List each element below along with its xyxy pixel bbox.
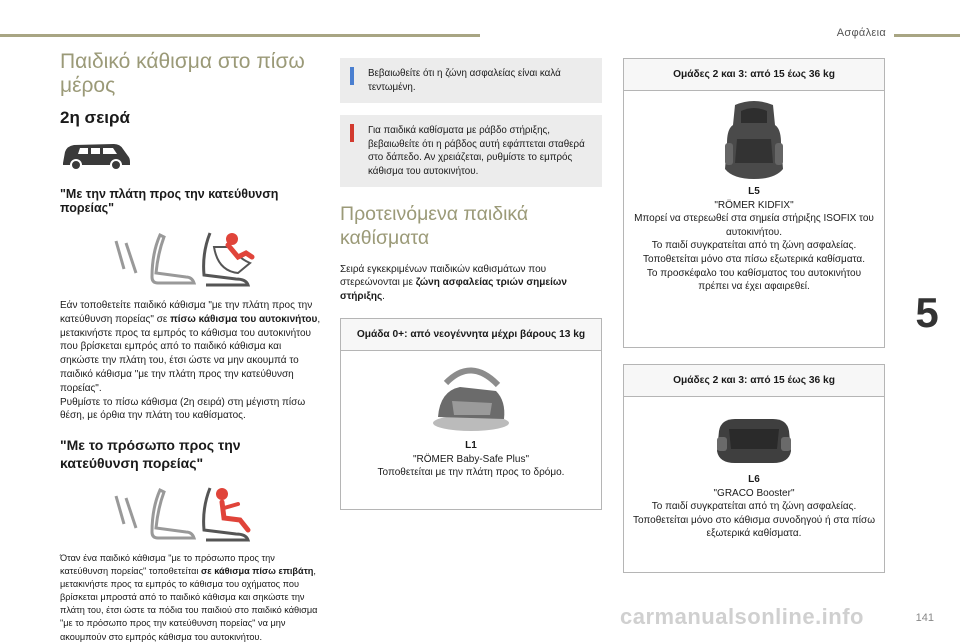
info-icon — [350, 67, 354, 85]
seat-box-l6-code: L6 — [748, 474, 760, 485]
booster-cushion-icon — [713, 407, 795, 471]
seat-box-l1-body — [341, 351, 601, 488]
page-number: 141 — [915, 612, 934, 624]
header-rule — [0, 34, 480, 37]
seat-box-l5-desc-2: Το παιδί συγκρατείται από τη ζώνη ασφαλείας. — [651, 240, 857, 252]
seat-box-l5-code: L5 — [748, 186, 760, 197]
intro-text-a: Σειρά εγκεκριμένων παιδικών καθισμάτων που στερεώνονται με — [340, 263, 547, 289]
info-note-text: Βεβαιωθείτε ότι η ζώνη ασφαλείας είναι καλά τεντωμένη. — [368, 68, 561, 93]
seat-box-l6-body — [624, 397, 884, 549]
rearward-text-a: Εάν τοποθετείτε παιδικό κάθισμα "με την πλάτη προς την κατεύθυνση πορείας" σε — [60, 300, 313, 325]
vehicle-icon — [60, 138, 132, 172]
chapter-number: 5 — [915, 289, 939, 336]
forward-seat-icon — [106, 480, 276, 546]
rearward-seat-illustration — [60, 223, 322, 293]
row-title: 2η σειρά — [60, 108, 130, 127]
intro-text-bold: ζώνη ασφαλείας τριών σημείων στήριξης — [340, 277, 567, 303]
column-right — [623, 58, 885, 573]
info-note — [340, 58, 602, 103]
seat-box-l5-body — [624, 91, 884, 302]
seat-box-l5-desc-1: Μπορεί να στερεωθεί στα σημεία στήριξης ISOFIX του αυτοκινήτου. — [634, 213, 874, 238]
seat-box-l1-name: "RÖMER Baby-Safe Plus" — [412, 453, 530, 465]
page-title: Παιδικό κάθισμα στο πίσω μέρος — [60, 50, 305, 97]
rearward-seat-icon — [106, 223, 276, 293]
recommended-intro — [340, 263, 602, 304]
warning-note — [340, 115, 602, 187]
warning-icon — [350, 124, 354, 142]
seat-box-l5 — [623, 58, 885, 348]
header-rule-right — [894, 34, 960, 37]
rearward-text-c: , μετακινήστε προς τα εμπρός το κάθισμα του αυτοκινήτου που βρίσκεται εμπρός από το παιδικό κάθισμα και σηκώστε την πλάτη του, έτσι ώστε να μην ακουμπά το παιδικό κάθισμα "με την πλάτη προς την κατεύθυνση πορείας". — [60, 313, 321, 394]
forward-text-bold: σε κάθισμα πίσω επιβάτη — [201, 566, 314, 577]
seat-box-l5-desc-3: Τοποθετείται μόνο στα πίσω εξωτερικά καθίσματα. — [643, 253, 865, 265]
forward-heading: "Με το πρόσωπο προς την κατεύθυνση πορείας" — [60, 437, 241, 471]
seat-box-l6 — [623, 364, 885, 573]
seat-box-l6-desc-2: Τοποθετείται μόνο στο κάθισμα συνοδηγού ή στα πίσω εξωτερικά καθίσματα. — [632, 514, 876, 540]
seat-box-l1-desc: Τοποθετείται με την πλάτη προς το δρόμο. — [377, 467, 565, 479]
seat-box-l1 — [340, 318, 602, 510]
forward-text-c: , μετακινήστε προς τα εμπρός το κάθισμα του οχήματος που βρίσκεται μπροστά από το παιδικό κάθισμα και σηκώστε την πλάτη του, έτσι ώστε τα πόδια του παιδιού στο παιδικό κάθισμα "με το πρόσωπο προς την κατεύθυνση πορείας" να μην ακουμπούν στο εμπρός κάθισμα του αυτοκινήτου. — [60, 566, 318, 642]
rearward-paragraph-2: Ρυθμίστε το πίσω κάθισμα (2η σειρά) στη μέγιστη πίσω θέση, με όρθια την πλάτη του καθίσματος. — [60, 396, 306, 422]
vehicle-icon-wrap — [60, 138, 322, 177]
seat-box-l5-header: Ομάδες 2 και 3: από 15 έως 36 kg — [624, 59, 884, 91]
intro-text-c: . — [382, 291, 385, 303]
warning-note-text: Για παιδικά καθίσματα με ράβδο στήριξης, βεβαιωθείτε ότι η ράβδος αυτή εφάπτεται σταθερά στο δάπεδο. Αν χρειάζεται, ρυθμίστε το εμπρός κάθισμα του αυτοκινήτου. — [368, 125, 585, 177]
column-middle — [340, 58, 602, 510]
booster-seat-highback-icon — [715, 99, 793, 183]
column-left — [60, 50, 322, 644]
rearward-paragraph-1 — [60, 299, 322, 396]
recommended-seats-title: Προτεινόμενα παιδικά καθίσματα — [340, 203, 529, 249]
rearward-heading: "Με την πλάτη προς την κατεύθυνση πορείας" — [60, 187, 279, 215]
seat-box-l6-name: "GRACO Booster" — [713, 487, 795, 499]
rearward-text-bold: πίσω κάθισμα του αυτοκινήτου — [170, 313, 318, 325]
infant-carrier-icon — [426, 361, 516, 437]
seat-box-l5-desc-4: Το προσκέφαλο του καθίσματος του αυτοκινήτου πρέπει να έχει αφαιρεθεί. — [646, 267, 862, 293]
forward-paragraph — [60, 552, 322, 643]
forward-seat-illustration — [60, 480, 322, 546]
watermark: carmanualsonline.info — [620, 604, 864, 629]
section-label: Ασφάλεια — [836, 27, 886, 39]
chapter-tab — [894, 268, 960, 358]
seat-box-l1-header: Ομάδα 0+: από νεογέννητα μέχρι βάρους 13 kg — [341, 319, 601, 351]
forward-text-a: Όταν ένα παιδικό κάθισμα "με το πρόσωπο προς την κατεύθυνση πορείας" τοποθετείται — [60, 553, 275, 577]
seat-box-l6-desc-1: Το παιδί συγκρατείται από τη ζώνη ασφαλείας. — [651, 501, 857, 513]
seat-box-l6-header: Ομάδες 2 και 3: από 15 έως 36 kg — [624, 365, 884, 397]
seat-box-l1-code: L1 — [465, 440, 477, 452]
seat-box-l5-name: "RÖMER KIDFIX" — [714, 199, 794, 211]
